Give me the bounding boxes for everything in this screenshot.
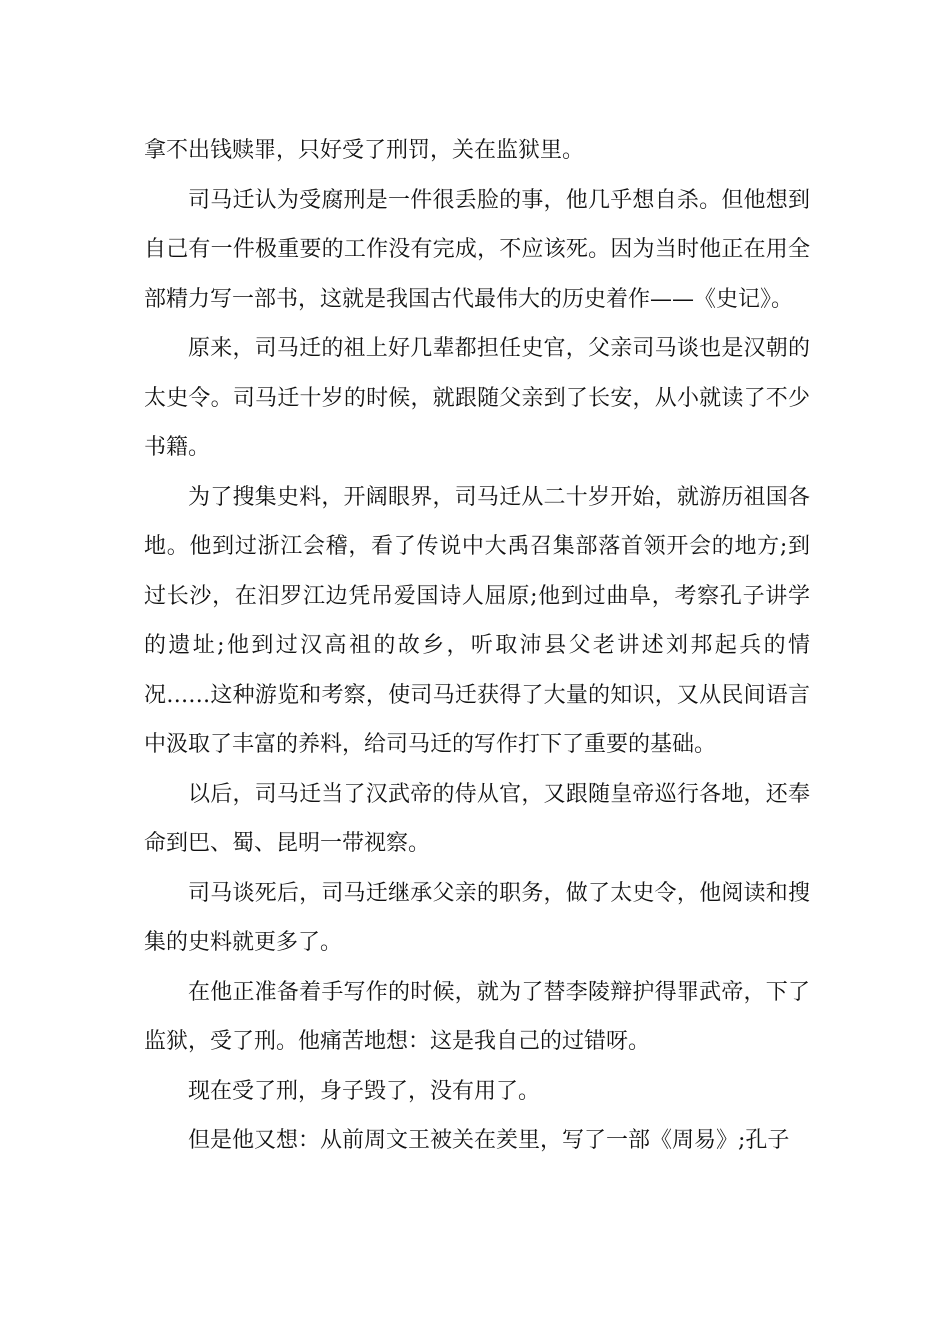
paragraph-6: 司马谈死后，司马迁继承父亲的职务，做了太史令，他阅读和搜集的史料就更多了。: [144, 880, 810, 955]
paragraph-5: 以后，司马迁当了汉武帝的侍从官，又跟随皇帝巡行各地，还奉命到巴、蜀、昆明一带视察。: [144, 781, 810, 856]
paragraph-3: 原来，司马迁的祖上好几辈都担任史官，父亲司马谈也是汉朝的太史令。司马迁十岁的时候，就跟随父亲到了长安，从小就读了不少书籍。: [144, 336, 810, 460]
paragraph-7: 在他正准备着手写作的时候，就为了替李陵辩护得罪武帝，下了监狱，受了刑。他痛苦地想：这是我自己的过错呀。: [144, 979, 810, 1054]
paragraph-2: 司马迁认为受腐刑是一件很丢脸的事，他几乎想自杀。但他想到自己有一件极重要的工作没有完成，不应该死。因为当时他正在用全部精力写一部书，这就是我国古代最伟大的历史着作——《史记》。: [144, 187, 810, 312]
document-body: [144, 126, 810, 1166]
paragraph-1: 拿不出钱赎罪，只好受了刑罚，关在监狱里。: [144, 138, 585, 163]
paragraph-9: 但是他又想：从前周文王被关在羑里，写了一部《周易》;孔子: [188, 1128, 790, 1153]
paragraph-8: 现在受了刑，身子毁了，没有用了。: [188, 1078, 541, 1104]
paragraph-4: 为了搜集史料，开阔眼界，司马迁从二十岁开始，就游历祖国各地。他到过浙江会稽，看了传说中大禹召集部落首领开会的地方;到过长沙，在汨罗江边凭吊爱国诗人屈原;他到过曲阜，考察孔子讲学的遗址;他到过汉高祖的故乡，听取沛县父老讲述刘邦起兵的情况……这种游览和考察，使司马迁获得了大量的知识，又从民间语言中汲取了丰富的养料，给司马迁的写作打下了重要的基础。: [144, 484, 810, 757]
